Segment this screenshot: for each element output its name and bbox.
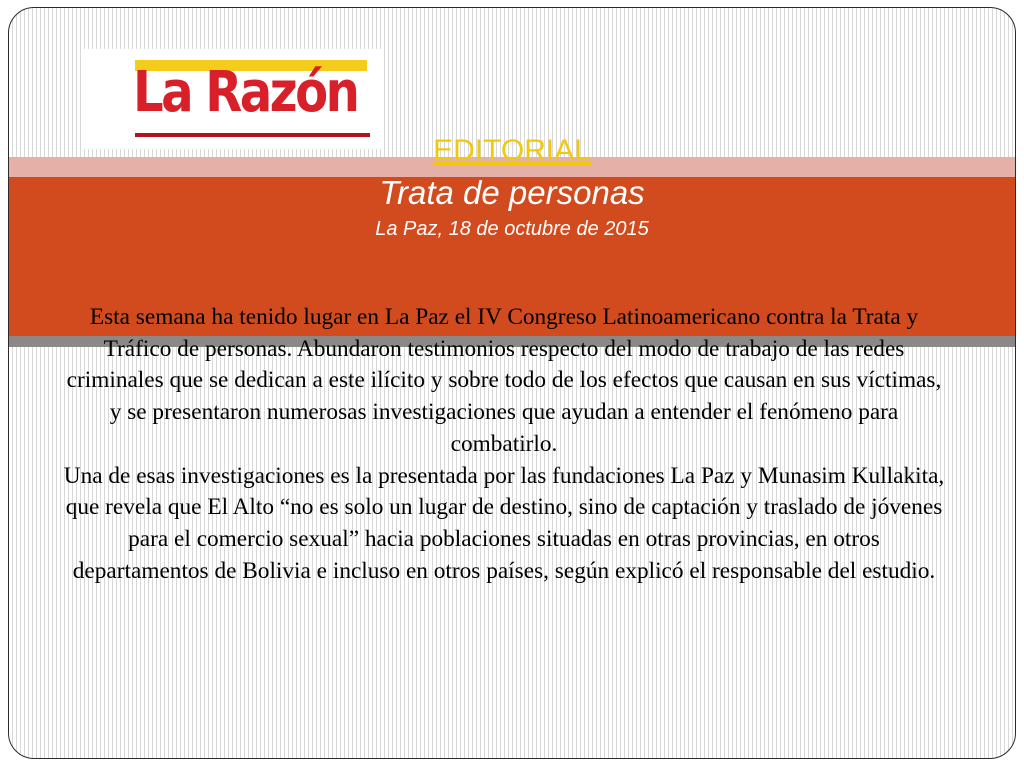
paragraph-1: Esta semana ha tenido lugar en La Paz el IV Congreso Latinoamericano contra la Trata y Tráfico de personas. Abundaron testimonios respecto del modo de trabajo de las redes criminales que se dedican a este ilícito y sobre todo de los efectos que causan en sus víctimas, y se presentaron numerosas investigaciones que ayudan a entender el fenómeno para combatirlo. — [66, 304, 942, 457]
logo-wordmark: La Razón — [133, 60, 358, 125]
dateline: La Paz, 18 de octubre de 2015 — [375, 218, 649, 240]
paragraph-2: Una de esas investigaciones es la presentada por las fundaciones La Paz y Munasim Kullakita, que revela que El Alto “no es solo un lugar de destino, sino de captación y traslado de jóvenes para el comercio sexual” hacia poblaciones situadas en otras provincias, en otros departamentos de Bolivia e incluso en otros países, según explicó el responsable del estudio. — [63, 462, 945, 584]
page-title: Trata de personas — [379, 174, 645, 211]
editorial-link[interactable]: EDITORIAL — [433, 134, 591, 167]
article-body — [62, 302, 946, 587]
slide-title-block — [200, 131, 824, 243]
